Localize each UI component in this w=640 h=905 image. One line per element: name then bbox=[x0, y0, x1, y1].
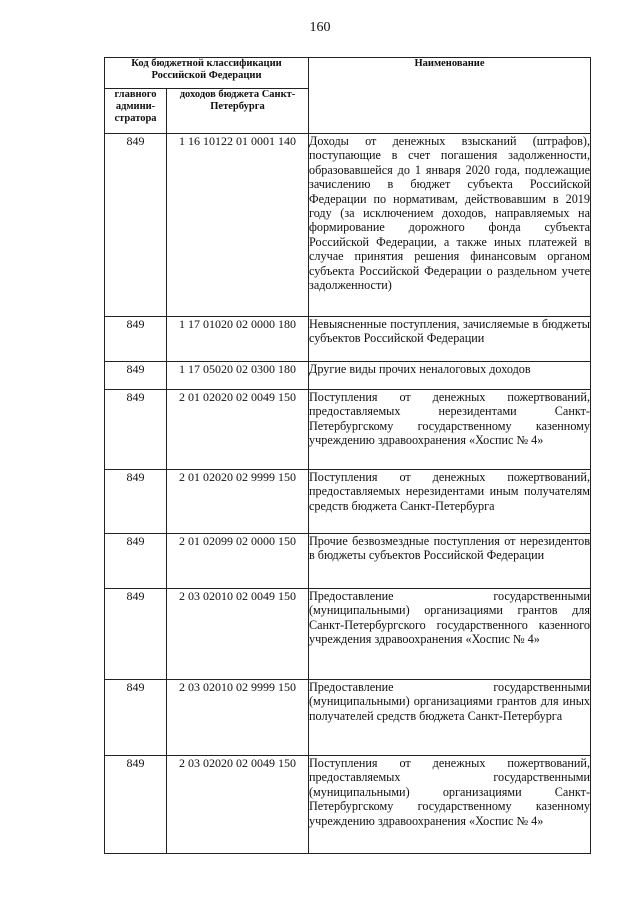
income-code-cell: 1 17 05020 02 0300 180 bbox=[167, 362, 309, 390]
income-code-cell: 2 01 02020 02 0049 150 bbox=[167, 390, 309, 470]
income-name-cell: Поступления от денежных пожертвований, предоставляемых нерезидентами Санкт-Петербургскому государственному казенному учреждению здравоохранения «Хоспис № 4» bbox=[309, 390, 591, 470]
admin-code-cell: 849 bbox=[105, 589, 167, 680]
table-row bbox=[105, 390, 591, 470]
income-code-cell: 2 01 02020 02 9999 150 bbox=[167, 470, 309, 534]
income-name-cell: Другие виды прочих неналоговых доходов bbox=[309, 362, 591, 390]
income-code-cell: 2 03 02020 02 0049 150 bbox=[167, 756, 309, 854]
admin-code-cell: 849 bbox=[105, 134, 167, 317]
admin-code-cell: 849 bbox=[105, 390, 167, 470]
table-row bbox=[105, 589, 591, 680]
admin-code-cell: 849 bbox=[105, 534, 167, 589]
income-code-cell: 2 03 02010 02 0049 150 bbox=[167, 589, 309, 680]
table-row bbox=[105, 534, 591, 589]
header-income-code: доходов бюджета Санкт-Петербурга bbox=[167, 89, 309, 134]
income-code-cell: 1 16 10122 01 0001 140 bbox=[167, 134, 309, 317]
income-name-cell: Невыясненные поступления, зачисляемые в бюджеты субъектов Российской Федерации bbox=[309, 317, 591, 362]
admin-code-cell: 849 bbox=[105, 317, 167, 362]
header-chief-administrator: главного админи-стратора bbox=[105, 89, 167, 134]
table-row bbox=[105, 134, 591, 317]
income-code-cell: 2 01 02099 02 0000 150 bbox=[167, 534, 309, 589]
admin-code-cell: 849 bbox=[105, 680, 167, 756]
income-code-cell: 2 03 02010 02 9999 150 bbox=[167, 680, 309, 756]
admin-code-cell: 849 bbox=[105, 362, 167, 390]
table-row bbox=[105, 317, 591, 362]
income-name-cell: Предоставление государственными (муниципальными) организациями грантов для иных получателей средств бюджета Санкт-Петербурга bbox=[309, 680, 591, 756]
income-name-cell: Доходы от денежных взысканий (штрафов), поступающие в счет погашения задолженности, образовавшейся до 1 января 2020 года, подлежащие зачислению в бюджет субъекта Российской Федерации по нормативам, действовавшим в 2019 году (за исключением доходов, направляемых на формирование дорожного фонда субъекта Российской Федерации, а также иных платежей в случае принятия решения финансовым органом субъекта Российской Федерации о раздельном учете задолженности) bbox=[309, 134, 591, 317]
table-row bbox=[105, 470, 591, 534]
page-number: 160 bbox=[309, 20, 331, 35]
header-name: Наименование bbox=[309, 58, 591, 134]
income-name-cell: Поступления от денежных пожертвований, предоставляемых нерезидентами иным получателям средств бюджета Санкт-Петербурга bbox=[309, 470, 591, 534]
admin-code-cell: 849 bbox=[105, 470, 167, 534]
income-name-cell: Прочие безвозмездные поступления от нерезидентов в бюджеты субъектов Российской Федерации bbox=[309, 534, 591, 589]
income-name-cell: Поступления от денежных пожертвований, предоставляемых государственными (муниципальными) организациями Санкт-Петербургскому государственному казенному учреждению здравоохранения «Хоспис № 4» bbox=[309, 756, 591, 854]
table-row bbox=[105, 756, 591, 854]
header-classification-code: Код бюджетной классификации Российской Федерации bbox=[105, 58, 309, 89]
table-row bbox=[105, 680, 591, 756]
income-code-cell: 1 17 01020 02 0000 180 bbox=[167, 317, 309, 362]
budget-classification-table bbox=[104, 57, 591, 854]
income-name-cell: Предоставление государственными (муниципальными) организациями грантов для Санкт-Петербургского государственного казенного учреждения здравоохранения «Хоспис № 4» bbox=[309, 589, 591, 680]
admin-code-cell: 849 bbox=[105, 756, 167, 854]
table-row bbox=[105, 362, 591, 390]
